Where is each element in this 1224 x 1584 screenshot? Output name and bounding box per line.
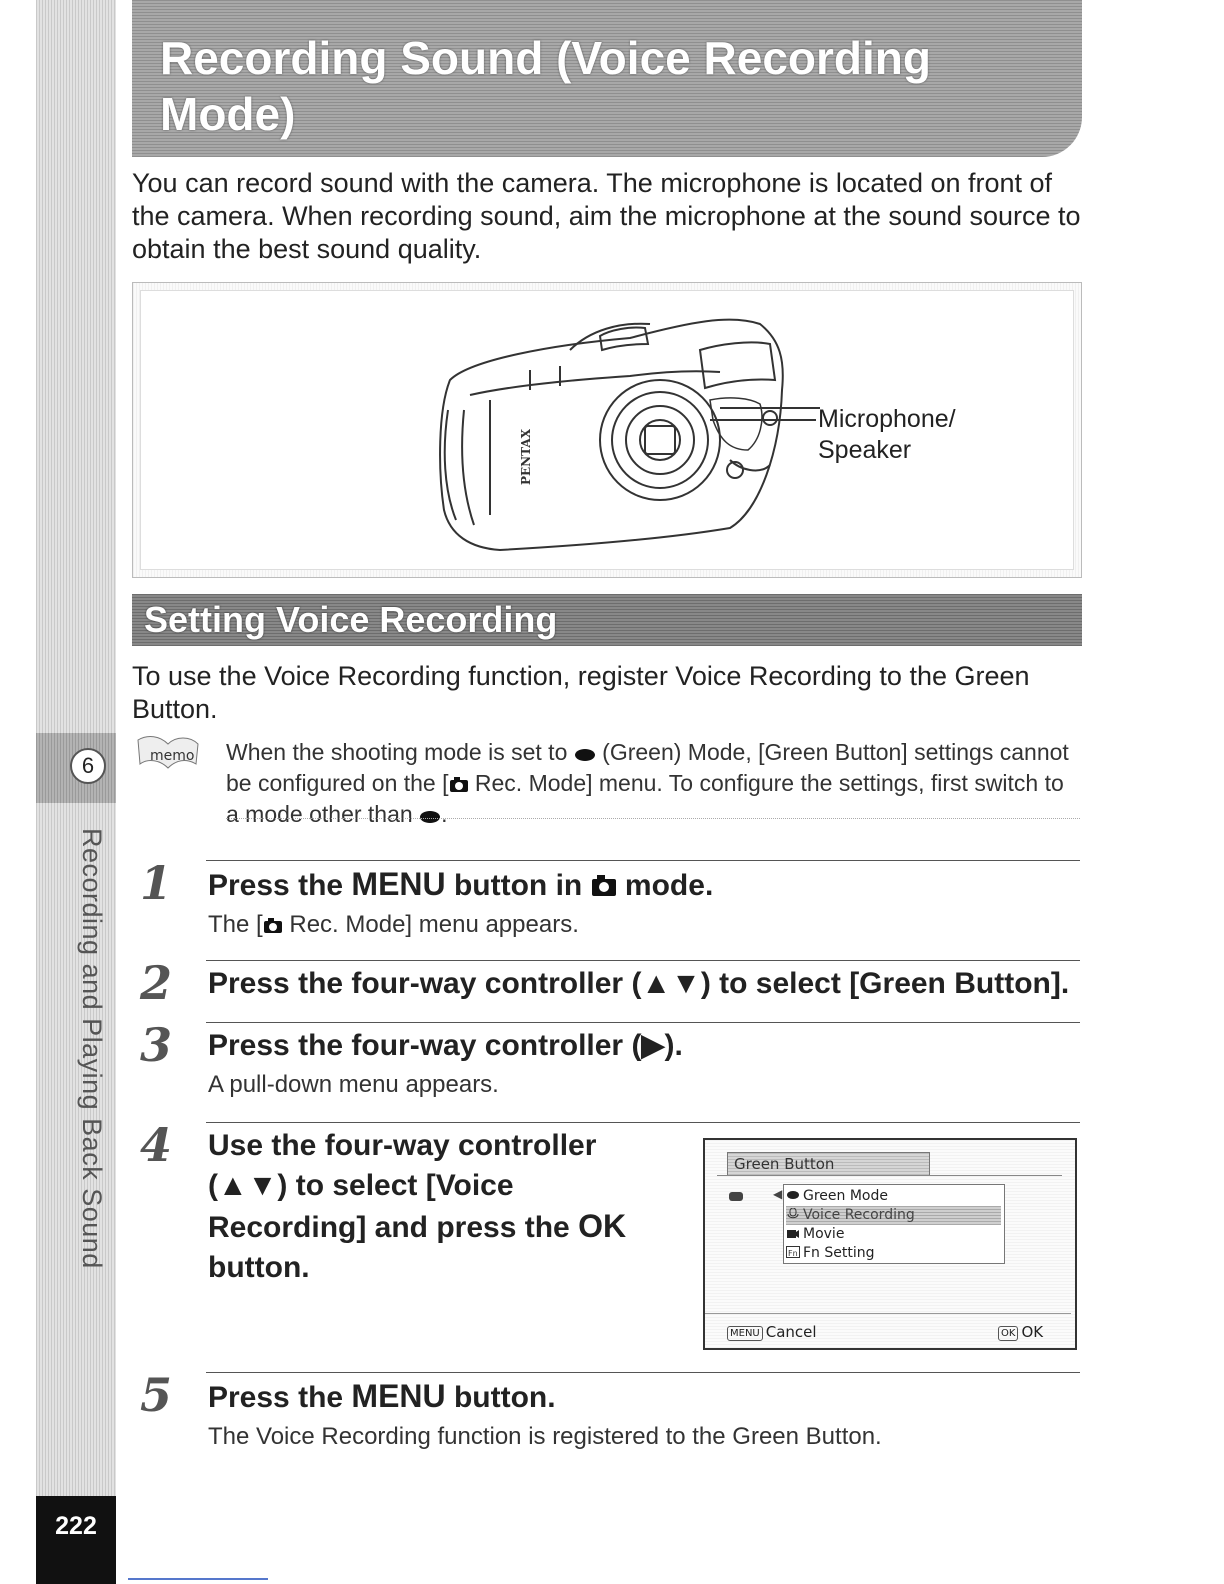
step-1-description: The [ Rec. Mode] menu appears. xyxy=(208,910,579,942)
menu-item-movie[interactable]: Movie xyxy=(786,1225,1001,1244)
step-5-title: Press the MENU button. xyxy=(208,1378,556,1414)
callout-line-2: Speaker xyxy=(818,436,912,464)
step-4-number: 4 xyxy=(140,1118,173,1172)
step-5-number: 5 xyxy=(140,1368,173,1422)
step-2-number: 2 xyxy=(140,956,173,1010)
section-title: Setting Voice Recording xyxy=(144,599,558,640)
screen-tab-line xyxy=(717,1175,1062,1176)
step-5-description: The Voice Recording function is registered to the Green Button. xyxy=(208,1423,882,1450)
step-3-rule xyxy=(206,1022,1080,1023)
green-mode-icon xyxy=(786,1188,800,1200)
green-mode-icon xyxy=(574,740,596,769)
step-5-rule xyxy=(206,1372,1080,1373)
step-3-description: A pull-down menu appears. xyxy=(208,1071,499,1098)
step-4-rule xyxy=(206,1122,1080,1123)
step-1-rule xyxy=(206,860,1080,861)
memo-divider xyxy=(226,818,1080,819)
footer-rule xyxy=(128,1578,268,1580)
menu-item-fn-setting[interactable]: Fn Fn Setting xyxy=(788,1245,875,1261)
green-mode-icon xyxy=(729,1192,743,1201)
step-3-title: Press the four-way controller (▶). xyxy=(208,1029,683,1062)
memo-icon xyxy=(134,730,204,778)
intro-text: You can record sound with the camera. The microphone is located on front of the camera. When recording sound, aim the microphone at the sound source to obtain the best sound quality. xyxy=(132,168,1081,264)
screen-cancel-hint[interactable]: MENU Cancel xyxy=(727,1323,817,1341)
camera-icon xyxy=(449,771,469,800)
camera-brand: PENTAX xyxy=(519,428,533,485)
svg-text:memo: memo xyxy=(150,748,195,764)
fn-icon xyxy=(786,1245,800,1257)
camera-illustration xyxy=(430,300,830,560)
microphone-callout xyxy=(818,404,956,466)
callout-line-1: Microphone/ xyxy=(818,405,956,433)
chapter-number: 6 xyxy=(70,748,106,784)
memo-text: When the shooting mode is set to (Green) Mode, [Green Button] settings cannot be configured on the [ Rec. Mode] menu. To configure the settings, first switch to a mode other than . xyxy=(226,738,1076,831)
movie-icon xyxy=(786,1226,800,1238)
menu-key-icon: MENU xyxy=(727,1326,763,1341)
microphone-icon xyxy=(786,1207,800,1219)
callout-leader-line xyxy=(700,400,820,430)
step-2-rule xyxy=(206,960,1080,961)
chapter-title: Recording and Playing Back Sound xyxy=(77,828,107,1269)
screen-footer-line xyxy=(705,1313,1071,1314)
section-intro: To use the Voice Recording function, register Voice Recording to the Green Button. xyxy=(132,661,1030,724)
screen-ok-hint[interactable]: OK OK xyxy=(998,1323,1043,1341)
step-2-title: Press the four-way controller (▲▼) to select [Green Button]. xyxy=(208,967,1070,1000)
ok-key-icon: OK xyxy=(998,1326,1018,1341)
screen-tab-green-button[interactable]: Green Button xyxy=(727,1152,930,1176)
left-arrow-icon: ◀ xyxy=(773,1187,783,1201)
menu-item-green-mode[interactable]: Green Mode xyxy=(786,1187,1001,1206)
step-1-title: Press the MENU button in mode. xyxy=(208,866,713,906)
camera-icon xyxy=(263,912,283,942)
camera-icon xyxy=(591,870,617,906)
menu-item-voice-recording[interactable]: Voice Recording xyxy=(786,1206,1001,1225)
step-4-title: Use the four-way controller (▲▼) to select [Voice Recording] and press the OK button. xyxy=(208,1129,627,1284)
step-3-number: 3 xyxy=(140,1018,173,1072)
green-mode-icon xyxy=(419,802,441,831)
svg-text:Fn: Fn xyxy=(788,1249,798,1258)
page-number: 222 xyxy=(55,1512,97,1540)
step-1-number: 1 xyxy=(140,856,173,910)
page-title: Recording Sound (Voice Recording Mode) xyxy=(160,32,931,140)
